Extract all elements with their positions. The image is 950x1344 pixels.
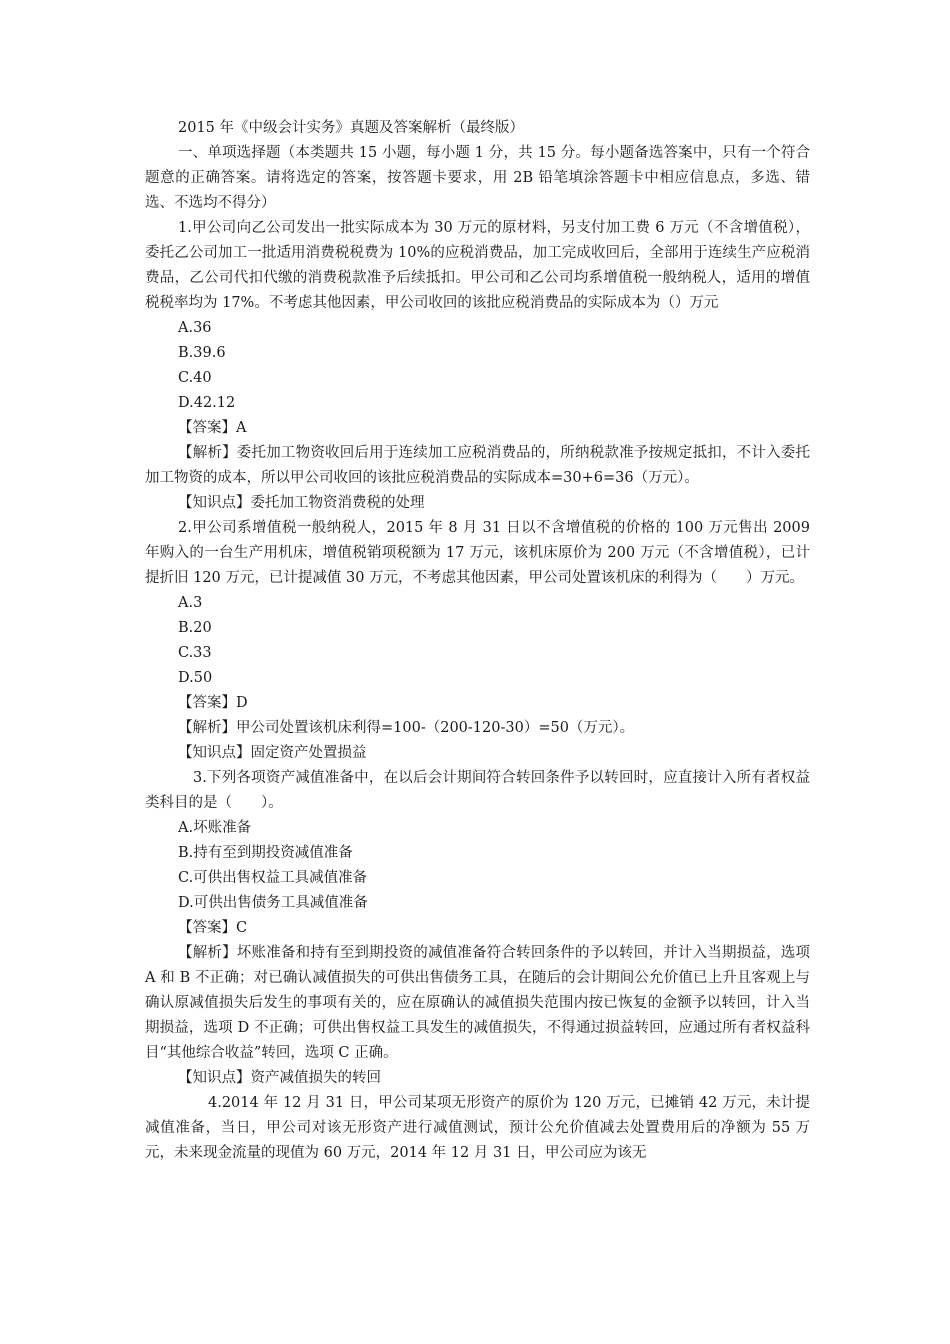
question-2-stem: 2.甲公司系增值税一般纳税人，2015 年 8 月 31 日以不含增值税的价格的 100 万元售出 2009 年购入的一台生产用机床，增值税销项税额为 17 万元，该机床原价为 200 万元（不含增值税），已计提折旧 120 万元，已计提减值 30 万元，不考虑其他因素，甲公司处置该机床的利得为（ ）万元。: [145, 520, 810, 586]
question-2-analysis: 【解析】甲公司处置该机床利得=100-（200-120-30）=50（万元）。: [178, 720, 635, 736]
question-3-option-b: B.持有至到期投资减值准备: [178, 845, 353, 861]
question-2-option-c: C.33: [178, 645, 212, 661]
question-1-knowledge: 【知识点】委托加工物资消费税的处理: [178, 495, 425, 511]
question-3-option-a: A.坏账准备: [178, 820, 252, 836]
question-2-knowledge: 【知识点】固定资产处置损益: [178, 745, 367, 761]
question-3-stem: 3.下列各项资产减值准备中，在以后会计期间符合转回条件予以转回时，应直接计入所有者权益类科目的是（ ）。: [145, 770, 810, 811]
document-body: [145, 116, 810, 1166]
question-2-answer: 【答案】D: [178, 695, 248, 711]
section-heading: 一、单项选择题（本类题共 15 小题，每小题 1 分，共 15 分。每小题备选答案中，只有一个符合题意的正确答案。请将选定的答案，按答题卡要求，用 2B 铅笔填涂答题卡中相应信息点，多选、错选、不选均不得分）: [145, 145, 810, 211]
question-1-option-a: A.36: [178, 320, 212, 336]
question-1-option-c: C.40: [178, 370, 212, 386]
document-title: 2015 年《中级会计实务》真题及答案解析（最终版）: [178, 120, 525, 136]
question-1-answer: 【答案】A: [178, 420, 247, 436]
question-3-knowledge: 【知识点】资产减值损失的转回: [178, 1070, 381, 1086]
question-4-stem: 4.2014 年 12 月 31 日，甲公司某项无形资产的原价为 120 万元，已摊销 42 万元，未计提减值准备，当日，甲公司对该无形资产进行减值测试，预计公允价值减去处置费用后的净额为 55 万元，未来现金流量的现值为 60 万元，2014 年 12 月 31 日，甲公司应为该无: [145, 1095, 810, 1161]
question-3-analysis: 【解析】坏账准备和持有至到期投资的减值准备符合转回条件的予以转回，并计入当期损益，选项 A 和 B 不正确；对已确认减值损失的可供出售债务工具，在随后的会计期间公允价值已上升且客观上与确认原减值损失后发生的事项有关的，应在原确认的减值损失范围内按已恢复的金额予以转回，计入当期损益，选项 D 不正确；可供出售权益工具发生的减值损失，不得通过损益转回，应通过所有者权益科目“其他综合收益”转回，选项 C 正确。: [145, 945, 810, 1061]
question-1-option-b: B.39.6: [178, 345, 226, 361]
question-1-stem: 1.甲公司向乙公司发出一批实际成本为 30 万元的原材料，另支付加工费 6 万元（不含增值税），委托乙公司加工一批适用消费税税费为 10%的应税消费品，加工完成收回后，全部用于连续生产应税消费品，乙公司代扣代缴的消费税款准予后续抵扣。甲公司和乙公司均系增值税一般纳税人，适用的增值税税率均为 17%。不考虑其他因素，甲公司收回的该批应税消费品的实际成本为（）万元: [145, 220, 810, 311]
question-3-option-d: D.可供出售债务工具减值准备: [178, 895, 368, 911]
question-1-analysis: 【解析】委托加工物资收回后用于连续加工应税消费品的，所纳税款准予按规定抵扣，不计入委托加工物资的成本，所以甲公司收回的该批应税消费品的实际成本=30+6=36（万元）。: [145, 445, 810, 486]
question-2-option-a: A.3: [178, 595, 203, 611]
question-2-option-d: D.50: [178, 670, 213, 686]
question-3-answer: 【答案】C: [178, 920, 248, 936]
question-1-option-d: D.42.12: [178, 395, 236, 411]
question-2-option-b: B.20: [178, 620, 212, 636]
question-3-option-c: C.可供出售权益工具减值准备: [178, 870, 368, 886]
